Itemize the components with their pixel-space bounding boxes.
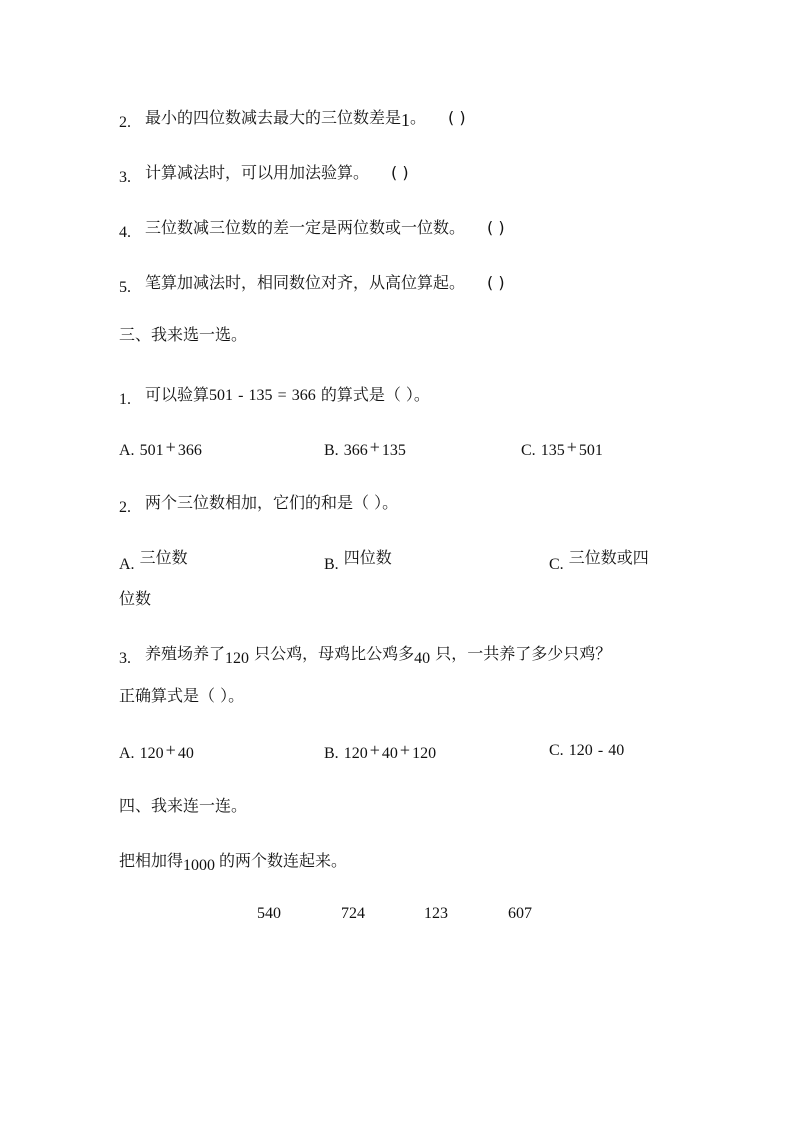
question-text: 笔算加减法时，相同数位对齐，从高位算起。 (145, 273, 466, 292)
option-label: A. (119, 745, 135, 762)
answer-bracket[interactable]: ( ) (487, 218, 505, 237)
connect-number[interactable]: 724 (341, 905, 365, 922)
option-operand: 120 (139, 745, 164, 762)
question-number: 2. (119, 114, 131, 131)
judge-item-4 (119, 215, 505, 242)
question-number: 4. (119, 224, 131, 241)
question-number: 1. (119, 391, 131, 408)
question-text: 只公鸡，母鸡比公鸡多 (254, 644, 415, 663)
plus-sign: + (165, 437, 176, 457)
plus-sign: + (399, 740, 411, 760)
minus-sign: - (238, 387, 244, 404)
instruction-text: 把相加得 (119, 851, 184, 870)
question-3-line2: 正确算式是（ ）。 (119, 686, 245, 705)
connect-number[interactable]: 123 (424, 905, 448, 922)
answer-bracket[interactable]: ( ) (487, 273, 505, 292)
choose-question-1 (119, 382, 430, 409)
connect-number[interactable]: 540 (257, 905, 281, 922)
option-operand: 40 (608, 742, 625, 759)
option-label: A. (119, 556, 135, 573)
option-text: 三位数或四 (568, 548, 649, 567)
operand-b: 135 (248, 387, 273, 404)
option-operand: 135 (381, 442, 406, 459)
result-c: 366 (291, 387, 316, 404)
option-operand: 120 (343, 745, 368, 762)
option-c[interactable] (549, 740, 624, 760)
option-a[interactable] (119, 437, 202, 460)
section-heading-choose: 三、我来选一选。 (119, 325, 248, 344)
question-text: 计算减法时，可以用加法验算。 (145, 163, 370, 182)
option-label: C. (549, 742, 564, 759)
question-text: 养殖场养了 (145, 644, 226, 663)
plus-sign: + (369, 740, 380, 760)
question-prefix: 可以验算 (145, 385, 210, 404)
instruction-text: 的两个数连起来。 (219, 851, 348, 870)
option-c[interactable] (549, 545, 649, 574)
option-operand: 501 (578, 442, 603, 459)
option-operand: 120 (412, 745, 437, 762)
option-text: 四位数 (343, 548, 392, 567)
option-operand: 366 (343, 442, 368, 459)
judge-item-2 (119, 105, 466, 132)
judge-item-5 (119, 270, 505, 297)
section-heading-connect: 四、我来连一连。 (119, 796, 248, 815)
option-a[interactable] (119, 740, 194, 763)
question-suffix: 的算式是（ ）。 (320, 385, 430, 404)
option-b[interactable] (324, 545, 392, 574)
answer-value: 1 (401, 110, 411, 130)
choose-question-3 (119, 641, 611, 668)
option-label: B. (324, 745, 339, 762)
operand-a: 501 (209, 387, 234, 404)
question-number: 3. (119, 169, 131, 186)
option-label: A. (119, 442, 135, 459)
question-number: 2. (119, 499, 131, 516)
option-operand: 120 (568, 742, 593, 759)
question-text: 只，一共养了多少只鸡？ (435, 644, 612, 663)
option-operand: 501 (139, 442, 164, 459)
plus-sign: + (165, 740, 176, 760)
option-operand: 366 (177, 442, 202, 459)
option-operand: 135 (540, 442, 565, 459)
minus-sign: - (597, 742, 604, 759)
option-c[interactable] (521, 437, 603, 460)
number-extra: 40 (414, 650, 431, 667)
question-text: 两个三位数相加，它们的和是（ ）。 (145, 493, 399, 512)
target-sum: 1000 (183, 857, 216, 874)
option-label: C. (521, 442, 536, 459)
answer-bracket[interactable]: ( ) (448, 108, 466, 127)
question-number: 5. (119, 279, 131, 296)
plus-sign: + (369, 437, 380, 457)
connect-number[interactable]: 607 (508, 905, 532, 922)
option-a[interactable] (119, 545, 188, 574)
option-label: B. (324, 442, 339, 459)
question-text: 三位数减三位数的差一定是两位数或一位数。 (145, 218, 466, 237)
plus-sign: + (566, 437, 577, 457)
equals-sign: = (277, 387, 287, 404)
question-text: 最小的四位数减去最大的三位数差是 (145, 108, 402, 127)
judge-item-3 (119, 160, 409, 187)
option-operand: 40 (177, 745, 194, 762)
option-label: C. (549, 556, 564, 573)
choose-question-2 (119, 490, 398, 517)
connect-instruction (119, 848, 347, 875)
option-b[interactable] (324, 437, 406, 460)
option-b[interactable] (324, 740, 436, 763)
answer-bracket[interactable]: ( ) (391, 163, 409, 182)
option-text: 三位数 (139, 548, 188, 567)
option-c-wrap: 位数 (119, 589, 152, 608)
option-label: B. (324, 556, 339, 573)
number-roosters: 120 (225, 650, 250, 667)
option-operand: 40 (381, 745, 398, 762)
question-number: 3. (119, 650, 131, 667)
question-tail: 。 (410, 108, 427, 127)
